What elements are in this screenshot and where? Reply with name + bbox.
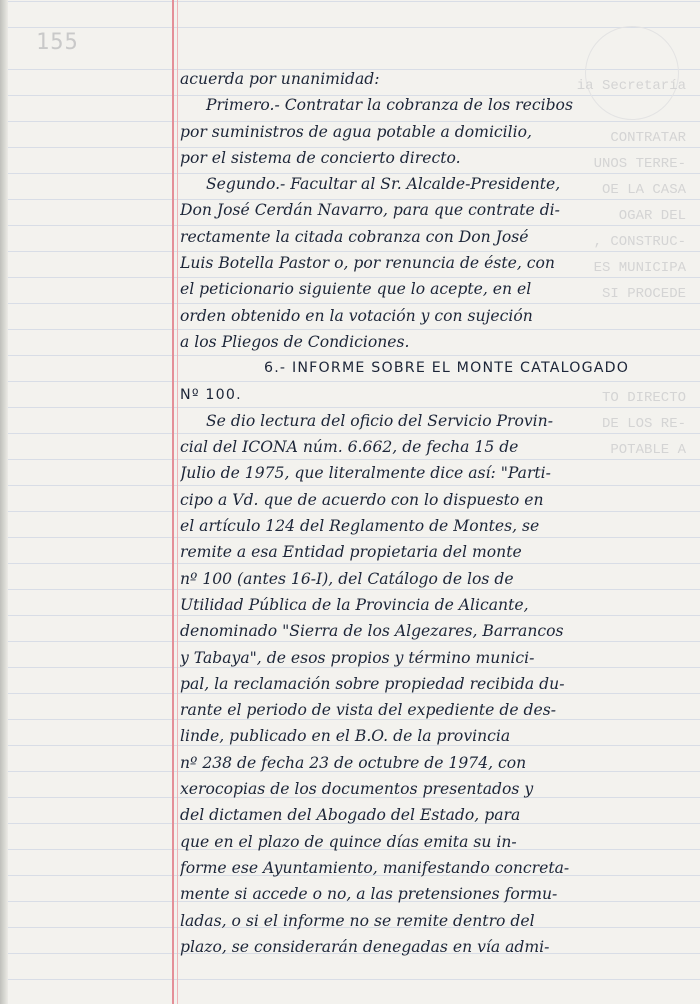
text-line: forme ese Ayuntamiento, manifestando concreta-: [180, 858, 570, 877]
text-line: cipo a Vd. que de acuerdo con lo dispuesto en: [180, 490, 544, 509]
page-number: 155: [36, 30, 79, 55]
text-line: por el sistema de concierto directo.: [180, 148, 461, 167]
text-line: Primero.- Contratar la cobranza de los recibos: [206, 96, 573, 115]
text-line: Utilidad Pública de la Provincia de Alicante,: [180, 595, 529, 614]
text-line: remite a esa Entidad propietaria del monte: [180, 543, 522, 562]
text-line: pal, la reclamación sobre propiedad recibida du-: [180, 674, 565, 693]
page-binding-edge: [0, 0, 8, 1004]
text-line: xerocopias de los documentos presentados y: [180, 780, 534, 799]
text-line: linde, publicado en el B.O. de la provincia: [180, 727, 511, 746]
text-line: denominado "Sierra de los Algezares, Barrancos: [180, 622, 564, 641]
text-line: nº 238 de fecha 23 de octubre de 1974, con: [180, 753, 527, 772]
text-line: orden obtenido en la votación y con sujeción: [180, 306, 533, 325]
text-line: Se dio lectura del oficio del Servicio Provin-: [206, 411, 553, 430]
text-line: nº 100 (antes 16-I), del Catálogo de los de: [180, 569, 514, 588]
text-line: Julio de 1975, que literalmente dice así: "Parti-: [180, 464, 551, 483]
text-line: el peticionario siguiente que lo acepte, en el: [180, 280, 532, 299]
text-line: acuerda por unanimidad:: [180, 70, 380, 88]
text-line: Luis Botella Pastor o, por renuncia de éste, con: [180, 254, 555, 273]
margin-rule-secondary: [177, 0, 178, 1004]
text-line: plazo, se considerarán denegadas en vía admi-: [180, 937, 550, 956]
text-line: por suministros de agua potable a domicilio,: [180, 122, 532, 141]
text-line: rectamente la citada cobranza con Don José: [180, 227, 529, 246]
text-line: mente si accede o no, a las pretensiones formu-: [180, 885, 558, 904]
text-line: rante el periodo de vista del expediente de des-: [180, 701, 557, 720]
text-line: del dictamen del Abogado del Estado, para: [180, 806, 521, 825]
text-line: el artículo 124 del Reglamento de Montes, se: [180, 517, 540, 536]
section-heading-line: Nº 100.: [180, 386, 242, 403]
text-line: que en el plazo de quince días emita su in-: [180, 832, 517, 851]
text-line: ladas, o si el informe no se remite dentro del: [180, 911, 535, 930]
text-line: y Tabaya", de esos propios y término munici-: [180, 648, 535, 667]
show-through-text: ia Secretaría CONTRATAR UNOS TERRE- OE LA CASA OGAR DEL , CONSTRUC- ES MUNICIPA SI PROCEDE TO DIRECTO DE LOS RE- POTABLE A: [576, 78, 686, 458]
text-line: a los Pliegos de Condiciones.: [180, 332, 410, 351]
text-line: cial del ICONA núm. 6.662, de fecha 15 de: [180, 438, 519, 457]
section-heading-line: 6.- INFORME SOBRE EL MONTE CATALOGADO: [264, 360, 630, 377]
handwritten-minutes-text: [180, 66, 684, 960]
text-line: Segundo.- Facultar al Sr. Alcalde-Presidente,: [206, 175, 561, 194]
margin-rule: [172, 0, 174, 1004]
text-line: Don José Cerdán Navarro, para que contrate di-: [180, 201, 560, 220]
